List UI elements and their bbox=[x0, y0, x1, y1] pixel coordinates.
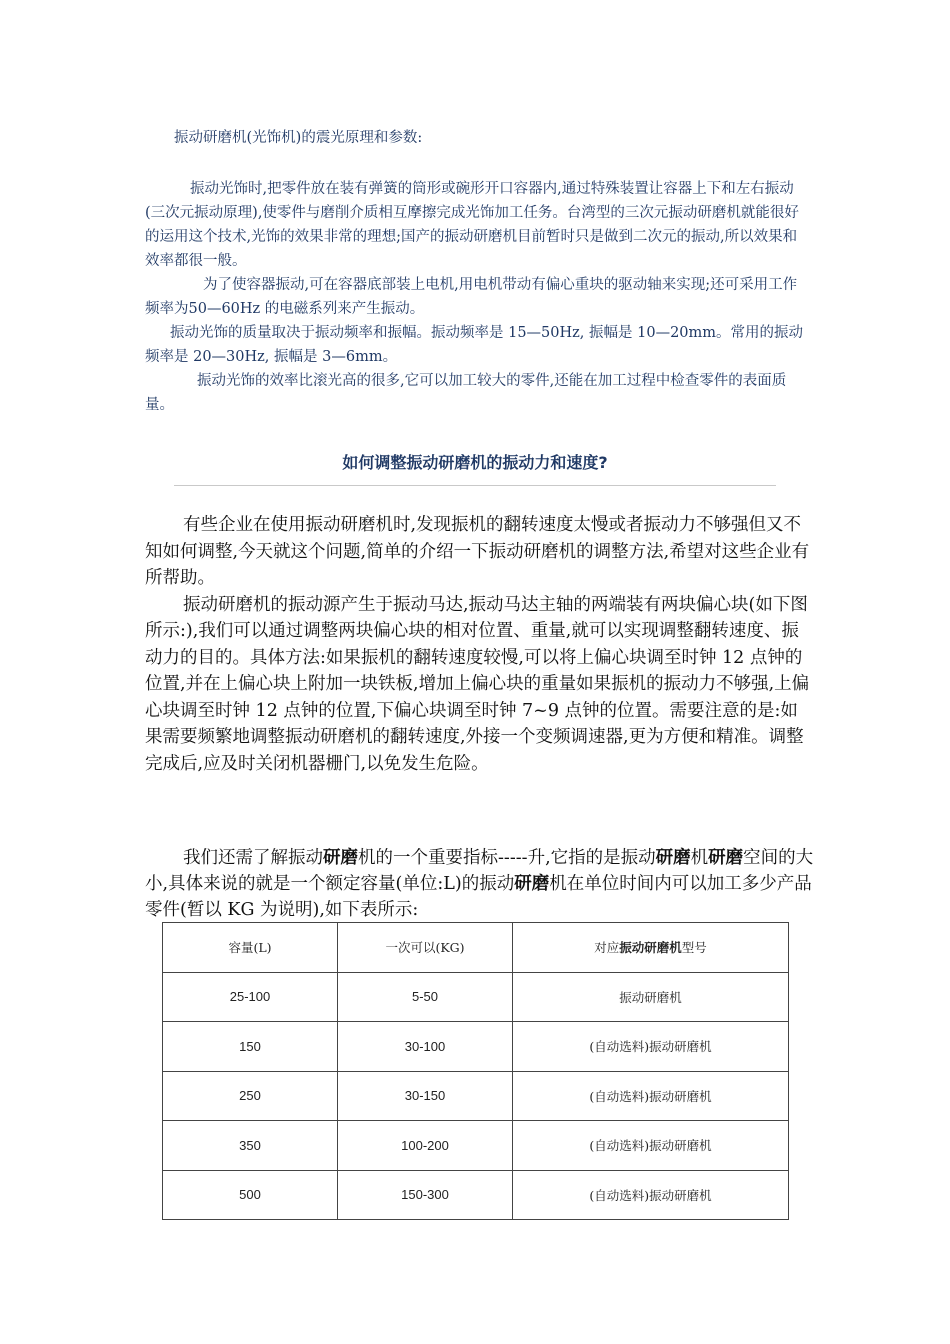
section-heading: 如何调整振动研磨机的振动力和速度? bbox=[342, 453, 608, 472]
cell-kg: 150-300 bbox=[338, 1170, 513, 1220]
cell-model: (自动选料)振动研磨机 bbox=[513, 1170, 789, 1220]
table-row bbox=[163, 1121, 789, 1171]
table-row bbox=[163, 1022, 789, 1072]
cell-capacity: 350 bbox=[163, 1121, 338, 1171]
cell-kg: 100-200 bbox=[338, 1121, 513, 1171]
cell-kg: 30-150 bbox=[338, 1071, 513, 1121]
section1-body bbox=[145, 177, 810, 417]
header-capacity: 容量(L) bbox=[163, 923, 338, 973]
section1-title: 振动研磨机(光饰机)的震光原理和参数: bbox=[174, 130, 423, 146]
cell-model: 振动研磨机 bbox=[513, 972, 789, 1022]
section1-paragraph-4: 振动光饰的效率比滚光高的很多,它可以加工较大的零件,还能在加工过程中检查零件的表面质量。 bbox=[145, 373, 787, 413]
cell-model: (自动选料)振动研磨机 bbox=[513, 1121, 789, 1171]
section1-paragraph-1: 振动光饰时,把零件放在装有弹簧的筒形或碗形开口容器内,通过特殊装置让容器上下和左右振动(三次元振动原理),使零件与磨削介质相互摩擦完成光饰加工任务。台湾型的三次元振动研磨机就能很好的运用这个技术,光饰的效果非常的理想;国产的振动研磨机目前暂时只是做到二次元的振动,所以效果和效率都很一般。 bbox=[145, 181, 799, 269]
table-header-row bbox=[163, 923, 789, 973]
cell-model: (自动选料)振动研磨机 bbox=[513, 1071, 789, 1121]
section1-paragraph-2: 为了使容器振动,可在容器底部装上电机,用电机带动有偏心重块的驱动轴来实现;还可采用工作频率为50—60Hz 的电磁系列来产生振动。 bbox=[145, 277, 798, 317]
section2-paragraph-2: 振动研磨机的振动源产生于振动马达,振动马达主轴的两端装有两块偏心块(如下图所示:),我们可以通过调整两块偏心块的相对位置、重量,就可以实现调整翻转速度、振动力的目的。具体方法:如果振机的翻转速度较慢,可以将上偏心块调至时钟 12 点钟的位置,并在上偏心块上附加一块铁板,增加上偏心块的重量如果振机的振动力不够强,上偏心块调至时钟 12 点钟的位置,下偏心块调至时钟 7~9 点钟的位置。需要注意的是:如果需要频繁地调整振动研磨机的翻转速度,外接一个变频调速器,更为方便和精准。调整完成后,应及时关闭机器栅门,以免发生危险。 bbox=[145, 594, 810, 774]
section2-body bbox=[145, 512, 810, 777]
cell-capacity: 500 bbox=[163, 1170, 338, 1220]
table-row bbox=[163, 972, 789, 1022]
header-model: 对应振动研磨机型号 bbox=[513, 923, 789, 973]
header-per-batch: 一次可以(KG) bbox=[338, 923, 513, 973]
table-row bbox=[163, 1071, 789, 1121]
heading-divider bbox=[174, 485, 776, 486]
capacity-table bbox=[162, 922, 789, 1220]
section1-paragraph-3: 振动光饰的质量取决于振动频率和振幅。振动频率是 15—50Hz, 振幅是 10—20mm。常用的振动频率是 20—30Hz, 振幅是 3—6mm。 bbox=[145, 325, 804, 365]
cell-capacity: 25-100 bbox=[163, 972, 338, 1022]
section3-intro: 我们还需了解振动研磨机的一个重要指标-----升,它指的是振动研磨机研磨空间的大小,具体来说的就是一个额定容量(单位:L)的振动研磨机在单位时间内可以加工多少产品零件(暂以 KG 为说明),如下表所示: bbox=[145, 848, 814, 920]
section2-paragraph-1: 有些企业在使用振动研磨机时,发现振机的翻转速度太慢或者振动力不够强但又不知如何调整,今天就这个问题,简单的介绍一下振动研磨机的调整方法,希望对这些企业有所帮助。 bbox=[145, 515, 810, 588]
cell-kg: 5-50 bbox=[338, 972, 513, 1022]
cell-model: (自动选料)振动研磨机 bbox=[513, 1022, 789, 1072]
cell-capacity: 250 bbox=[163, 1071, 338, 1121]
cell-capacity: 150 bbox=[163, 1022, 338, 1072]
cell-kg: 30-100 bbox=[338, 1022, 513, 1072]
table-row bbox=[163, 1170, 789, 1220]
